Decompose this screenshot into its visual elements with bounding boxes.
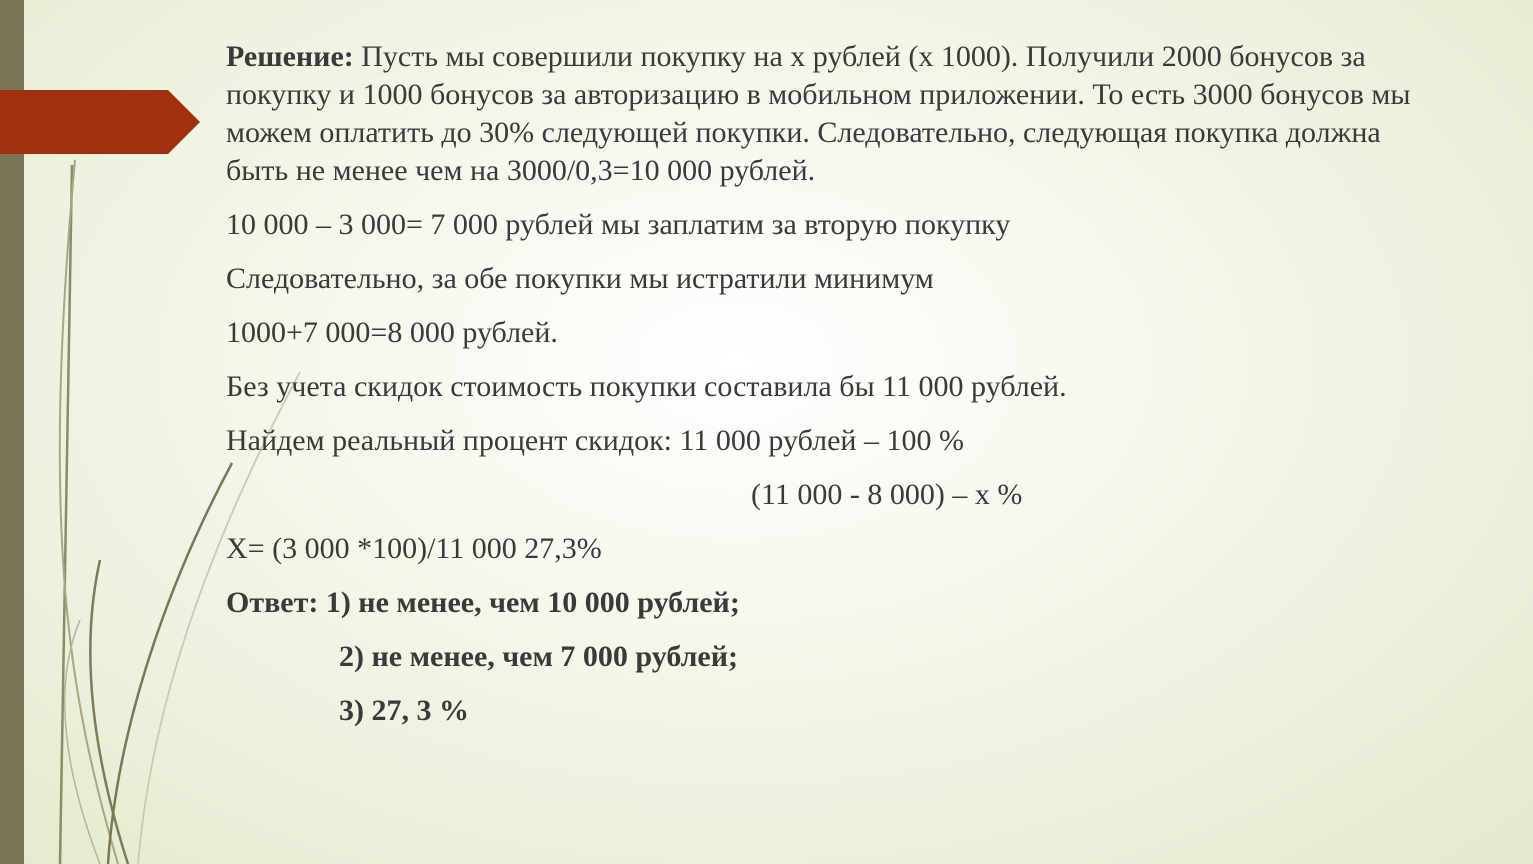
solution-text: Пусть мы совершили покупку на х рублей (х 1000). Получили 2000 бонусов за покупку и 1000 бонусов за авторизацию в мобильном приложении. То есть 3000 бонусов мы можем оплатить до 30% следующей покупки. Следовательно, следующая покупка должна быть не менее чем на 3000/0,3=10 000 рублей. [226, 40, 1411, 187]
red-arrow-shape [0, 90, 200, 154]
answer-line-3: 3) 27, 3 % [339, 694, 469, 727]
proportion-line: (11 000 - 8 000) – х % [751, 478, 1023, 511]
answer-line-2: 2) не менее, чем 7 000 рублей; [339, 640, 738, 673]
slide-content [226, 38, 1426, 730]
answer-line-1: Ответ: 1) не менее, чем 10 000 рублей; [226, 586, 740, 619]
total-line: 1000+7 000=8 000 рублей. [226, 316, 558, 349]
x-calculation-line: Х= (3 000 *100)/11 000 27,3% [226, 532, 602, 565]
second-purchase-line: 10 000 – 3 000= 7 000 рублей мы заплатим за вторую покупку [226, 208, 1011, 241]
find-percent-line: Найдем реальный процент скидок: 11 000 рублей – 100 % [226, 424, 964, 457]
solution-paragraph [226, 38, 1426, 190]
solution-label: Решение: [226, 40, 354, 73]
therefore-line: Следовательно, за обе покупки мы истратили минимум [226, 262, 934, 295]
no-discount-line: Без учета скидок стоимость покупки составила бы 11 000 рублей. [226, 370, 1067, 403]
